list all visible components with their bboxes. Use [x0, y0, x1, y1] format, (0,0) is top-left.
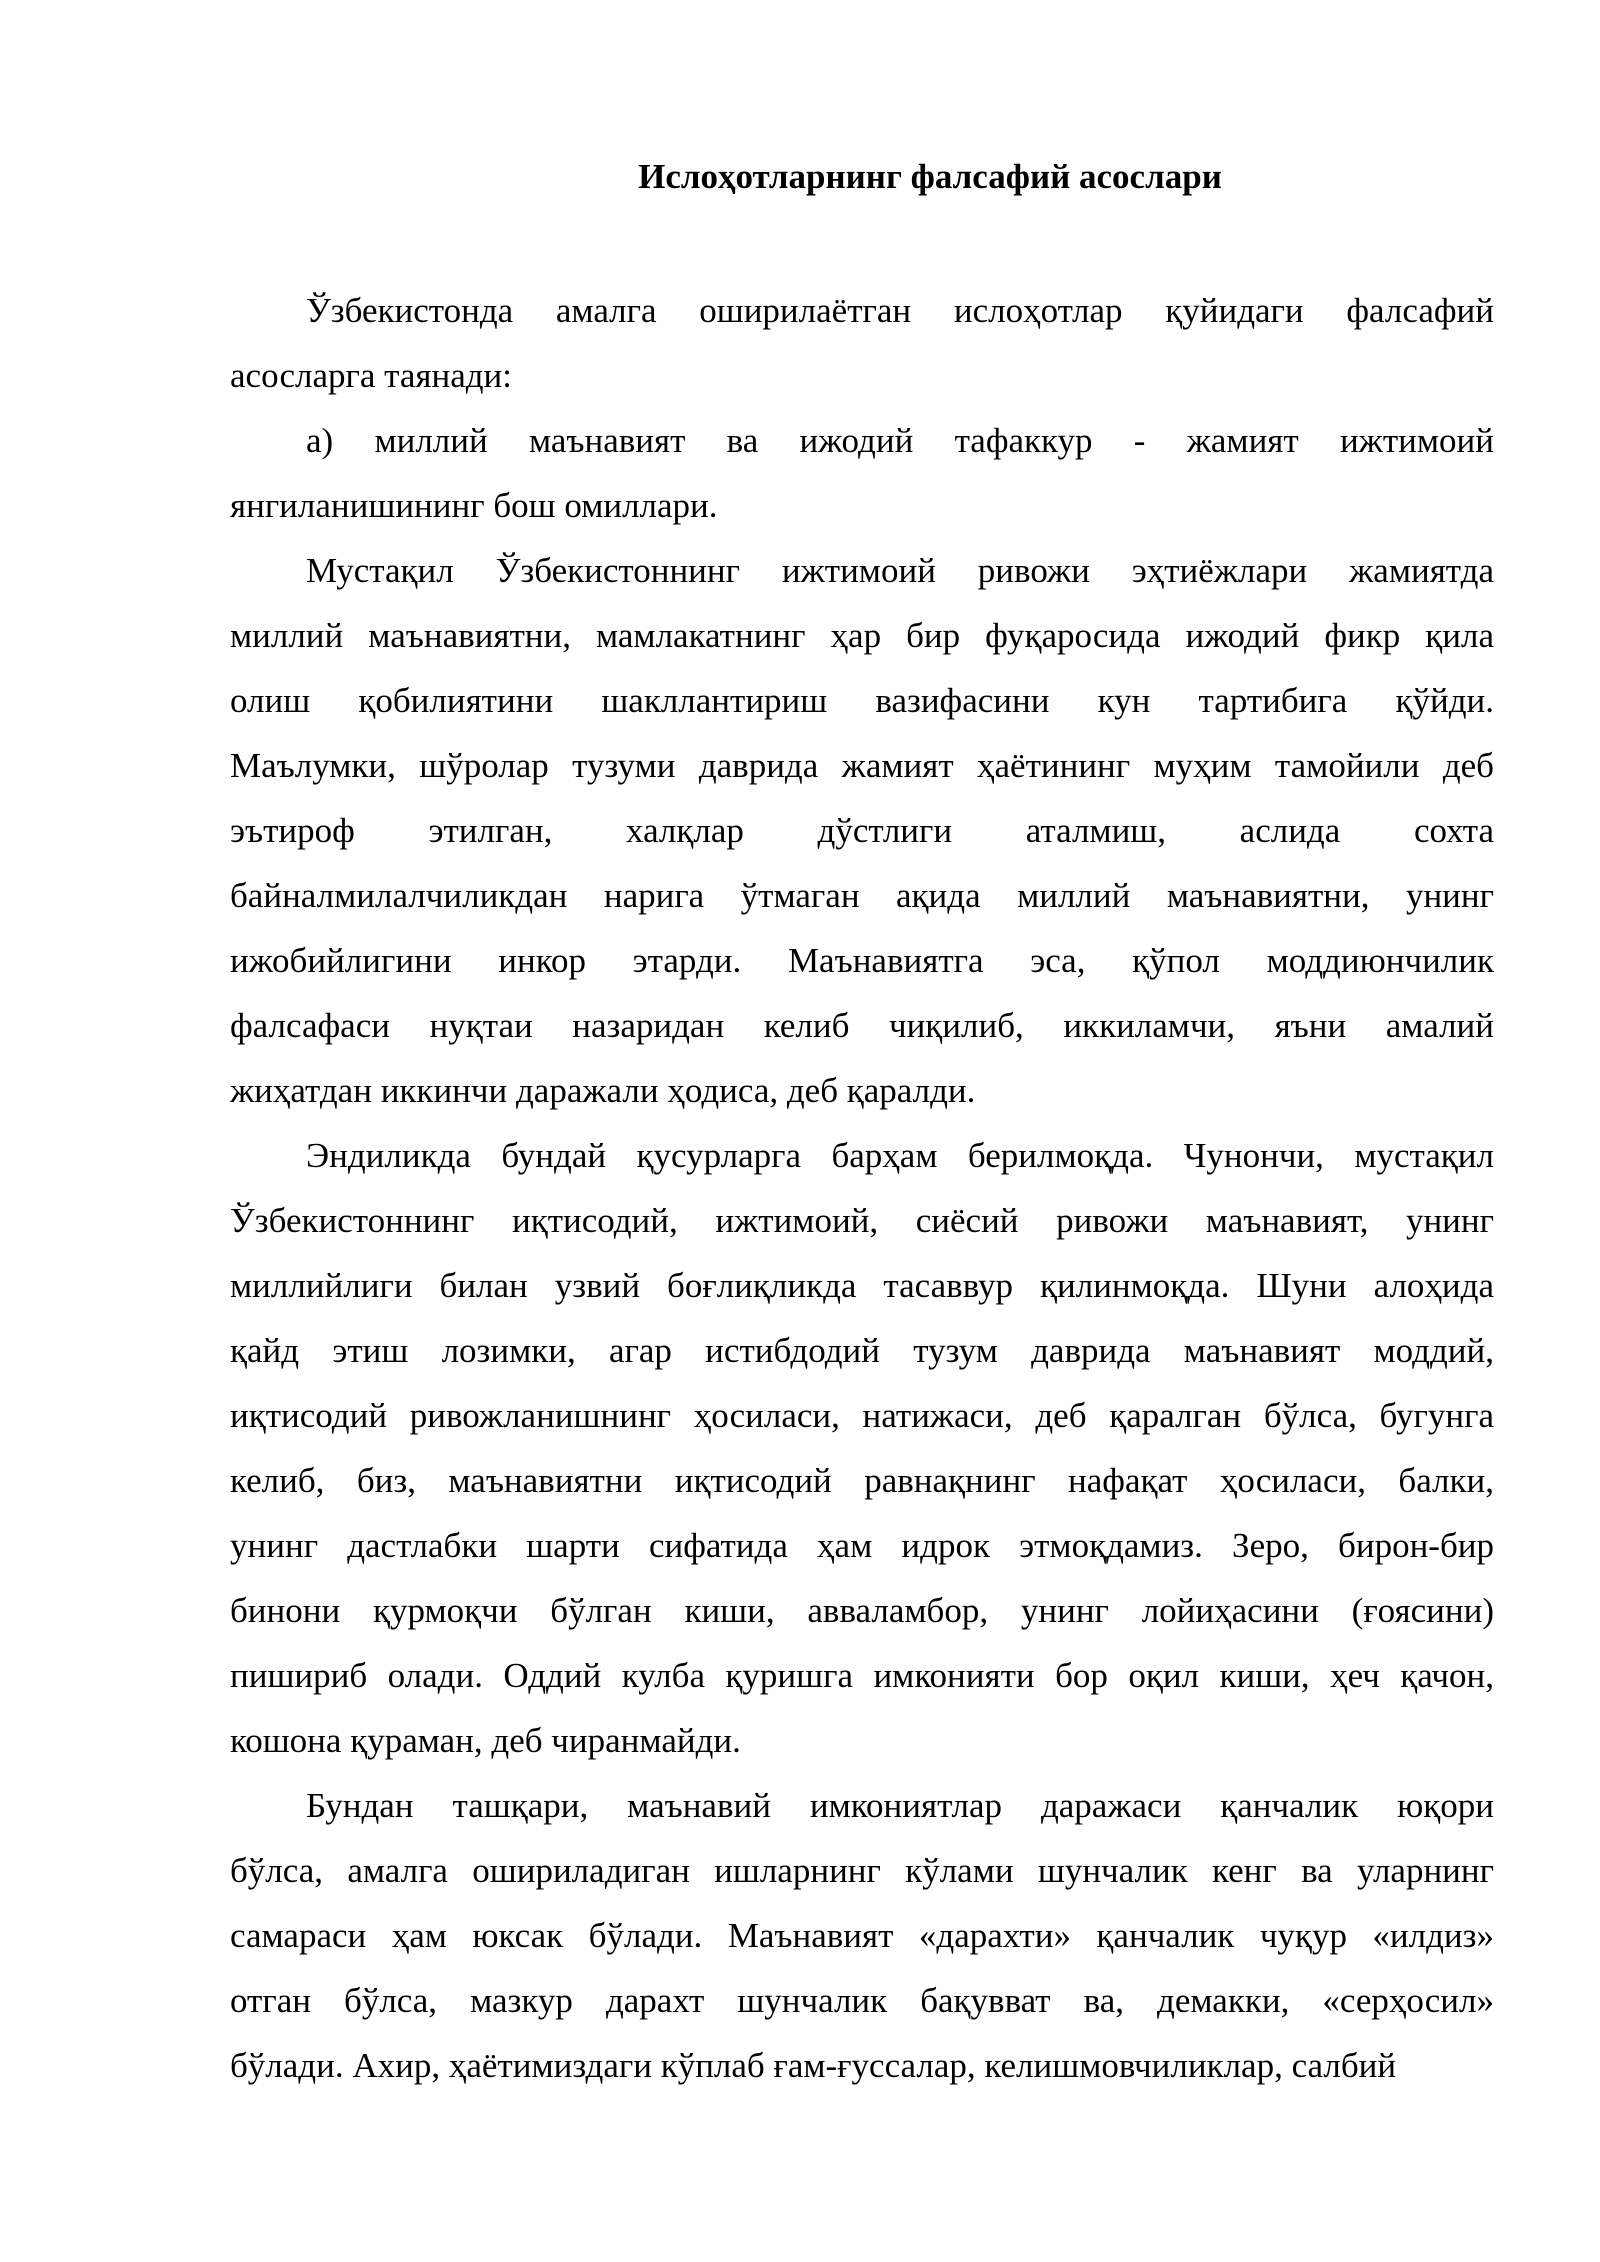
- document-title: Ислоҳотларнинг фалсафий асослари: [638, 157, 1222, 196]
- paragraph-line: ижобийлигини инкор этарди. Маънавиятга эса, қўпол моддиюнчилик: [230, 941, 1494, 980]
- paragraph-line: миллийлиги билан узвий боғлиқликда тасаввур қилинмоқда. Шуни алоҳида: [230, 1266, 1494, 1305]
- paragraph-line: бўлса, амалга ошириладиган ишларнинг кўлами шунчалик кенг ва уларнинг: [230, 1851, 1494, 1890]
- paragraph-line: байналмилалчиликдан нарига ўтмаган ақида миллий маънавиятни, унинг: [230, 876, 1494, 915]
- paragraph-line: келиб, биз, маънавиятни иқтисодий равнақнинг нафақат ҳосиласи, балки,: [230, 1461, 1494, 1500]
- paragraph-line: унинг дастлабки шарти сифатида ҳам идрок этмоқдамиз. Зеро, бирон-бир: [230, 1526, 1494, 1565]
- paragraph-line: олиш қобилиятини шакллантириш вазифасини кун тартибига қўйди.: [230, 681, 1494, 720]
- paragraph-line: миллий маънавиятни, мамлакатнинг ҳар бир фуқаросида ижодий фикр қила: [230, 616, 1494, 655]
- paragraph-line: янгиланишининг бош омиллари.: [230, 486, 718, 525]
- paragraph-line: отган бўлса, мазкур дарахт шунчалик бақувват ва, демакки, «серҳосил»: [230, 1981, 1494, 2020]
- paragraph-line: иқтисодий ривожланишнинг ҳосиласи, натижаси, деб қаралган бўлса, бугунга: [230, 1396, 1494, 1435]
- paragraph: [230, 1123, 1494, 1773]
- paragraph-line: фалсафаси нуқтаи назаридан келиб чиқилиб, иккиламчи, яъни амалий: [230, 1006, 1494, 1045]
- paragraph-line: Маълумки, шўролар тузуми даврида жамият ҳаётининг муҳим тамойили деб: [230, 746, 1494, 785]
- paragraph: [230, 1773, 1494, 2098]
- paragraph-line: бўлади. Ахир, ҳаётимиздаги кўплаб ғам-ғуссалар, келишмовчиликлар, салбий: [230, 2046, 1397, 2085]
- paragraph-line: Бундан ташқари, маънавий имкониятлар даражаси қанчалик юқори: [306, 1786, 1494, 1825]
- paragraph-line: Ўзбекистонда амалга оширилаётган ислоҳотлар қуйидаги фалсафий: [306, 291, 1494, 330]
- paragraph-line: Мустақил Ўзбекистоннинг ижтимоий ривожи эҳтиёжлари жамиятда: [306, 551, 1494, 590]
- paragraph-line: жиҳатдан иккинчи даражали ҳодиса, деб қаралди.: [230, 1071, 976, 1110]
- paragraph-line: асосларга таянади:: [230, 356, 512, 395]
- paragraph-line: пишириб олади. Оддий кулба қуришга имконияти бор оқил киши, ҳеч қачон,: [230, 1656, 1494, 1695]
- paragraph-line: а) миллий маънавият ва ижодий тафаккур - жамият ижтимоий: [306, 421, 1494, 460]
- paragraph-line: Эндиликда бундай қусурларга барҳам берилмоқда. Чунончи, мустақил: [306, 1136, 1494, 1175]
- paragraph-line: кошона қураман, деб чиранмайди.: [230, 1721, 741, 1760]
- paragraph: [230, 408, 1494, 538]
- paragraph-line: самараси ҳам юксак бўлади. Маънавият «дарахти» қанчалик чуқур «илдиз»: [230, 1916, 1494, 1955]
- document-body: [230, 278, 1494, 2098]
- paragraph: [230, 278, 1494, 408]
- paragraph-line: Ўзбекистоннинг иқтисодий, ижтимоий, сиёсий ривожи маънавият, унинг: [230, 1201, 1494, 1240]
- paragraph-line: бинони қурмоқчи бўлган киши, авваламбор, унинг лойиҳасини (ғоясини): [230, 1591, 1494, 1630]
- paragraph-line: эътироф этилган, халқлар дўстлиги аталмиш, аслида сохта: [230, 811, 1494, 850]
- paragraph-line: қайд этиш лозимки, агар истибдодий тузум даврида маънавият моддий,: [230, 1331, 1494, 1370]
- paragraph: [230, 538, 1494, 1123]
